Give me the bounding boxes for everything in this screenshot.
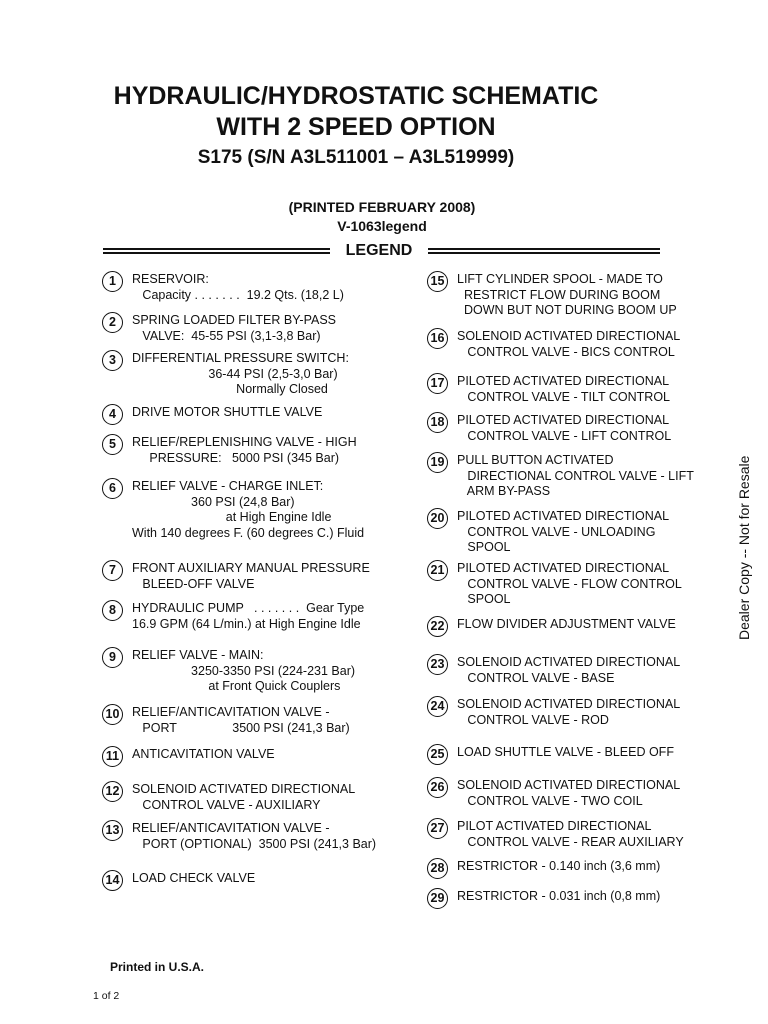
legend-number-11: 11 xyxy=(102,746,123,767)
legend-item-28 xyxy=(457,859,660,875)
legend-item-18 xyxy=(457,413,671,444)
legend-item-text: CONTROL VALVE - LIFT CONTROL xyxy=(457,428,672,443)
legend-item-text: RELIEF VALVE - CHARGE INLET: xyxy=(132,479,324,493)
legend-item-27 xyxy=(457,819,684,850)
legend-item-text: CONTROL VALVE - UNLOADING xyxy=(457,524,656,539)
legend-number-17: 17 xyxy=(427,373,448,394)
legend-item-text: PRESSURE: 5000 PSI (345 Bar) xyxy=(132,450,340,465)
legend-item-text: DRIVE MOTOR SHUTTLE VALVE xyxy=(132,405,323,419)
legend-number-29: 29 xyxy=(427,888,448,909)
footer-printed-in: Printed in U.S.A. xyxy=(110,960,205,974)
legend-number-3: 3 xyxy=(102,350,123,371)
legend-item-text: LOAD CHECK VALVE xyxy=(132,871,256,885)
legend-item-text: 3250-3350 PSI (224-231 Bar) xyxy=(132,663,356,678)
legend-item-text: CONTROL VALVE - ROD xyxy=(457,712,609,727)
legend-item-text: 36-44 PSI (2,5-3,0 Bar) xyxy=(132,366,338,381)
legend-item-text: PILOTED ACTIVATED DIRECTIONAL xyxy=(457,509,670,523)
watermark: Dealer Copy -- Not for Resale xyxy=(736,455,752,640)
title-line-2: WITH 2 SPEED OPTION xyxy=(216,113,496,141)
legend-number-21: 21 xyxy=(427,560,448,581)
legend-number-26: 26 xyxy=(427,777,448,798)
legend-number-20: 20 xyxy=(427,508,448,529)
legend-number-16: 16 xyxy=(427,328,448,349)
legend-item-25 xyxy=(457,745,674,761)
legend-item-text: PILOTED ACTIVATED DIRECTIONAL xyxy=(457,413,670,427)
legend-item-text: PORT (OPTIONAL) 3500 PSI (241,3 Bar) xyxy=(132,836,377,851)
legend-item-1 xyxy=(132,272,344,303)
legend-number-10: 10 xyxy=(102,704,123,725)
legend-number-19: 19 xyxy=(427,452,448,473)
legend-item-text: SPRING LOADED FILTER BY-PASS xyxy=(132,313,336,327)
legend-item-text: BLEED-OFF VALVE xyxy=(132,576,255,591)
legend-item-5 xyxy=(132,435,357,466)
legend-item-text: Normally Closed xyxy=(132,382,328,397)
legend-number-2: 2 xyxy=(102,312,123,333)
legend-number-9: 9 xyxy=(102,647,123,668)
legend-number-22: 22 xyxy=(427,616,448,637)
legend-item-text: PILOT ACTIVATED DIRECTIONAL xyxy=(457,819,652,833)
legend-item-text: CONTROL VALVE - AUXILIARY xyxy=(132,797,321,812)
legend-item-text: RESTRICTOR - 0.140 inch (3,6 mm) xyxy=(457,859,661,873)
legend-item-text: SOLENOID ACTIVATED DIRECTIONAL xyxy=(457,778,681,792)
legend-item-text: VALVE: 45-55 PSI (3,1-3,8 Bar) xyxy=(132,328,321,343)
legend-item-19 xyxy=(457,453,694,500)
legend-item-text: RELIEF/ANTICAVITATION VALVE - xyxy=(132,705,330,719)
legend-number-1: 1 xyxy=(102,271,123,292)
legend-number-18: 18 xyxy=(427,412,448,433)
legend-number-8: 8 xyxy=(102,600,123,621)
legend-item-6 xyxy=(132,479,364,541)
legend-item-20 xyxy=(457,509,669,556)
legend-item-text: PILOTED ACTIVATED DIRECTIONAL xyxy=(457,374,670,388)
legend-item-text: DOWN BUT NOT DURING BOOM UP xyxy=(457,303,677,318)
legend-item-text: 16.9 GPM (64 L/min.) at High Engine Idle xyxy=(132,616,361,631)
model-line: S175 (S/N A3L511001 – A3L519999) xyxy=(197,147,515,168)
legend-item-text: at Front Quick Couplers xyxy=(132,679,341,694)
legend-item-17 xyxy=(457,374,670,405)
legend-item-text: 360 PSI (24,8 Bar) xyxy=(132,494,295,509)
legend-item-text: RESTRICTOR - 0.031 inch (0,8 mm) xyxy=(457,889,661,903)
legend-item-7 xyxy=(132,561,370,592)
legend-item-23 xyxy=(457,655,680,686)
title-line-1: HYDRAULIC/HYDROSTATIC SCHEMATIC xyxy=(113,82,599,110)
legend-number-7: 7 xyxy=(102,560,123,581)
printed-date: (PRINTED FEBRUARY 2008) xyxy=(288,199,476,215)
legend-item-text: RELIEF VALVE - MAIN: xyxy=(132,648,264,662)
legend-item-22 xyxy=(457,617,676,633)
legend-rule-right xyxy=(428,248,660,254)
legend-item-text: at High Engine Idle xyxy=(132,510,332,525)
legend-item-text: DIFFERENTIAL PRESSURE SWITCH: xyxy=(132,351,349,365)
legend-item-text: CONTROL VALVE - BICS CONTROL xyxy=(457,344,675,359)
legend-number-15: 15 xyxy=(427,271,448,292)
legend-number-4: 4 xyxy=(102,404,123,425)
legend-item-text: RELIEF/REPLENISHING VALVE - HIGH xyxy=(132,435,357,449)
legend-item-16 xyxy=(457,329,680,360)
legend-number-5: 5 xyxy=(102,434,123,455)
legend-item-text: PILOTED ACTIVATED DIRECTIONAL xyxy=(457,561,670,575)
legend-number-13: 13 xyxy=(102,820,123,841)
legend-item-8 xyxy=(132,601,364,632)
legend-number-6: 6 xyxy=(102,478,123,499)
legend-item-text: PULL BUTTON ACTIVATED xyxy=(457,453,614,467)
legend-item-text: CONTROL VALVE - FLOW CONTROL xyxy=(457,576,682,591)
legend-number-14: 14 xyxy=(102,870,123,891)
legend-item-text: ANTICAVITATION VALVE xyxy=(132,747,275,761)
document-code: V-1063legend xyxy=(337,218,427,234)
legend-item-text: LOAD SHUTTLE VALVE - BLEED OFF xyxy=(457,745,674,759)
legend-item-text: HYDRAULIC PUMP . . . . . . . Gear Type xyxy=(132,601,365,615)
legend-item-15 xyxy=(457,272,677,319)
legend-item-text: DIRECTIONAL CONTROL VALVE - LIFT xyxy=(457,468,694,483)
legend-item-26 xyxy=(457,778,680,809)
legend-item-text: FLOW DIVIDER ADJUSTMENT VALVE xyxy=(457,617,676,631)
legend-item-text: FRONT AUXILIARY MANUAL PRESSURE xyxy=(132,561,370,575)
legend-item-text: RELIEF/ANTICAVITATION VALVE - xyxy=(132,821,330,835)
legend-heading: LEGEND xyxy=(345,242,413,259)
legend-number-25: 25 xyxy=(427,744,448,765)
legend-item-text: CONTROL VALVE - TWO COIL xyxy=(457,793,643,808)
legend-item-text: ARM BY-PASS xyxy=(457,484,551,499)
legend-item-text: SOLENOID ACTIVATED DIRECTIONAL xyxy=(132,782,356,796)
legend-number-24: 24 xyxy=(427,696,448,717)
legend-item-14 xyxy=(132,871,255,887)
legend-item-text: Capacity . . . . . . . 19.2 Qts. (18,2 L) xyxy=(132,287,344,302)
legend-item-text: RESTRICT FLOW DURING BOOM xyxy=(457,287,661,302)
legend-item-text: RESERVOIR: xyxy=(132,272,209,286)
legend-item-24 xyxy=(457,697,680,728)
legend-item-10 xyxy=(132,705,350,736)
legend-item-13 xyxy=(132,821,376,852)
legend-number-23: 23 xyxy=(427,654,448,675)
legend-item-text: SPOOL xyxy=(457,592,511,607)
legend-number-28: 28 xyxy=(427,858,448,879)
legend-item-4 xyxy=(132,405,322,421)
legend-item-text: SOLENOID ACTIVATED DIRECTIONAL xyxy=(457,329,681,343)
legend-item-29 xyxy=(457,889,660,905)
legend-item-2 xyxy=(132,313,336,344)
legend-item-9 xyxy=(132,648,355,695)
legend-item-text: SPOOL xyxy=(457,540,511,555)
legend-item-text: SOLENOID ACTIVATED DIRECTIONAL xyxy=(457,697,681,711)
legend-item-text: CONTROL VALVE - BASE xyxy=(457,670,615,685)
legend-item-text: CONTROL VALVE - TILT CONTROL xyxy=(457,389,671,404)
legend-item-text: PORT 3500 PSI (241,3 Bar) xyxy=(132,720,350,735)
legend-item-12 xyxy=(132,782,355,813)
legend-number-27: 27 xyxy=(427,818,448,839)
legend-item-text: With 140 degrees F. (60 degrees C.) Fluid xyxy=(132,525,365,540)
legend-rule-left xyxy=(103,248,330,254)
legend-item-text: LIFT CYLINDER SPOOL - MADE TO xyxy=(457,272,663,286)
legend-item-text: CONTROL VALVE - REAR AUXILIARY xyxy=(457,834,684,849)
legend-item-11 xyxy=(132,747,275,763)
legend-item-21 xyxy=(457,561,682,608)
legend-number-12: 12 xyxy=(102,781,123,802)
legend-item-3 xyxy=(132,351,349,398)
legend-item-text: SOLENOID ACTIVATED DIRECTIONAL xyxy=(457,655,681,669)
page-count: 1 of 2 xyxy=(93,990,120,1002)
